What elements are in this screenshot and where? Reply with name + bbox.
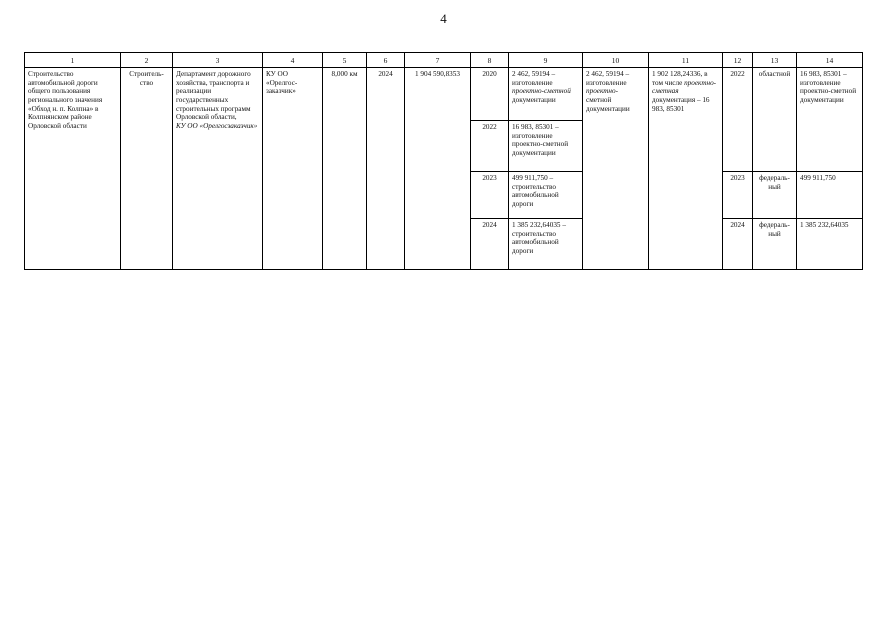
funding-amount-cell: 499 911,750 [797, 172, 863, 219]
year-cell: 2023 [471, 172, 509, 219]
year-cell: 2024 [471, 219, 509, 270]
col-header-12: 12 [723, 53, 753, 68]
prior-funding-c: сметной документации [586, 95, 630, 113]
prior-funding-a: 2 462, 59194 – изготовление [586, 70, 630, 87]
col-header-7: 7 [405, 53, 471, 68]
completion-year-cell: 2024 [367, 68, 405, 270]
col-header-1: 1 [25, 53, 121, 68]
project-table [24, 52, 863, 270]
funding-year-cell: 2022 [723, 68, 753, 172]
remaining-cost-c: документация – 16 983, 85301 [652, 95, 710, 113]
year-amount: 1 385 232,64035 – [512, 221, 566, 229]
funding-year-cell: 2023 [723, 172, 753, 219]
header-row [25, 53, 863, 68]
remaining-cost-cell [649, 68, 723, 270]
year-amount-cell [509, 68, 583, 121]
remaining-cost-b: проектно-сметная [652, 78, 717, 96]
funding-source-cell: областной [753, 68, 797, 172]
year-desc: изготовление проектно-сметной документации [512, 131, 569, 157]
col-header-10: 10 [583, 53, 649, 68]
col-header-9: 9 [509, 53, 583, 68]
prior-funding-b: проектно- [586, 87, 618, 96]
year-amount: 16 983, 85301 – [512, 123, 559, 131]
developer-cell: КУ ОО «Орелгос-заказчик» [263, 68, 323, 270]
customer-dept: Департамент дорожного хозяйства, транспорта и реализации государственных строительных программ Орловской области, [176, 70, 251, 122]
year-cell: 2022 [471, 121, 509, 172]
col-header-8: 8 [471, 53, 509, 68]
table-row [25, 68, 863, 121]
year-amount-cell [509, 121, 583, 172]
prior-funding-cell [583, 68, 649, 270]
col-header-4: 4 [263, 53, 323, 68]
col-header-14: 14 [797, 53, 863, 68]
year-desc: изготовление [512, 78, 553, 87]
year-desc: строительство автомобильной дороги [512, 229, 559, 255]
year-desc-italic: проектно-сметной [512, 87, 571, 96]
col-header-13: 13 [753, 53, 797, 68]
total-cost-cell: 1 904 590,8353 [405, 68, 471, 270]
col-header-5: 5 [323, 53, 367, 68]
customer-cell [173, 68, 263, 270]
year-desc: строительство автомобильной дороги [512, 182, 559, 208]
remaining-cost-a: 1 902 128,24336, в том числе [652, 70, 708, 87]
funding-year-cell: 2024 [723, 219, 753, 270]
object-name-cell: Строительство автомобильной дороги общего пользования регионального значения «Обход н. п. Колпна» в Колпнянском районе Орловской области [25, 68, 121, 270]
col-header-2: 2 [121, 53, 173, 68]
col-header-6: 6 [367, 53, 405, 68]
col-header-3: 3 [173, 53, 263, 68]
funding-amount-cell: 1 385 232,64035 [797, 219, 863, 270]
year-amount: 2 462, 59194 – [512, 70, 556, 78]
year-amount-cell [509, 172, 583, 219]
capacity-cell: 8,000 км [323, 68, 367, 270]
work-type-cell: Строитель-ство [121, 68, 173, 270]
funding-amount-cell: 16 983, 85301 – изготовление проектно-сметной документации [797, 68, 863, 172]
customer-ku: КУ ОО «Орелгосзаказчик» [176, 121, 258, 130]
funding-source-cell: федераль-ный [753, 219, 797, 270]
funding-source-cell: федераль-ный [753, 172, 797, 219]
page-number: 4 [440, 11, 447, 26]
year-cell: 2020 [471, 68, 509, 121]
year-desc-end: документации [512, 95, 556, 104]
col-header-11: 11 [649, 53, 723, 68]
year-amount: 499 911,750 – [512, 174, 554, 182]
year-amount-cell [509, 219, 583, 270]
